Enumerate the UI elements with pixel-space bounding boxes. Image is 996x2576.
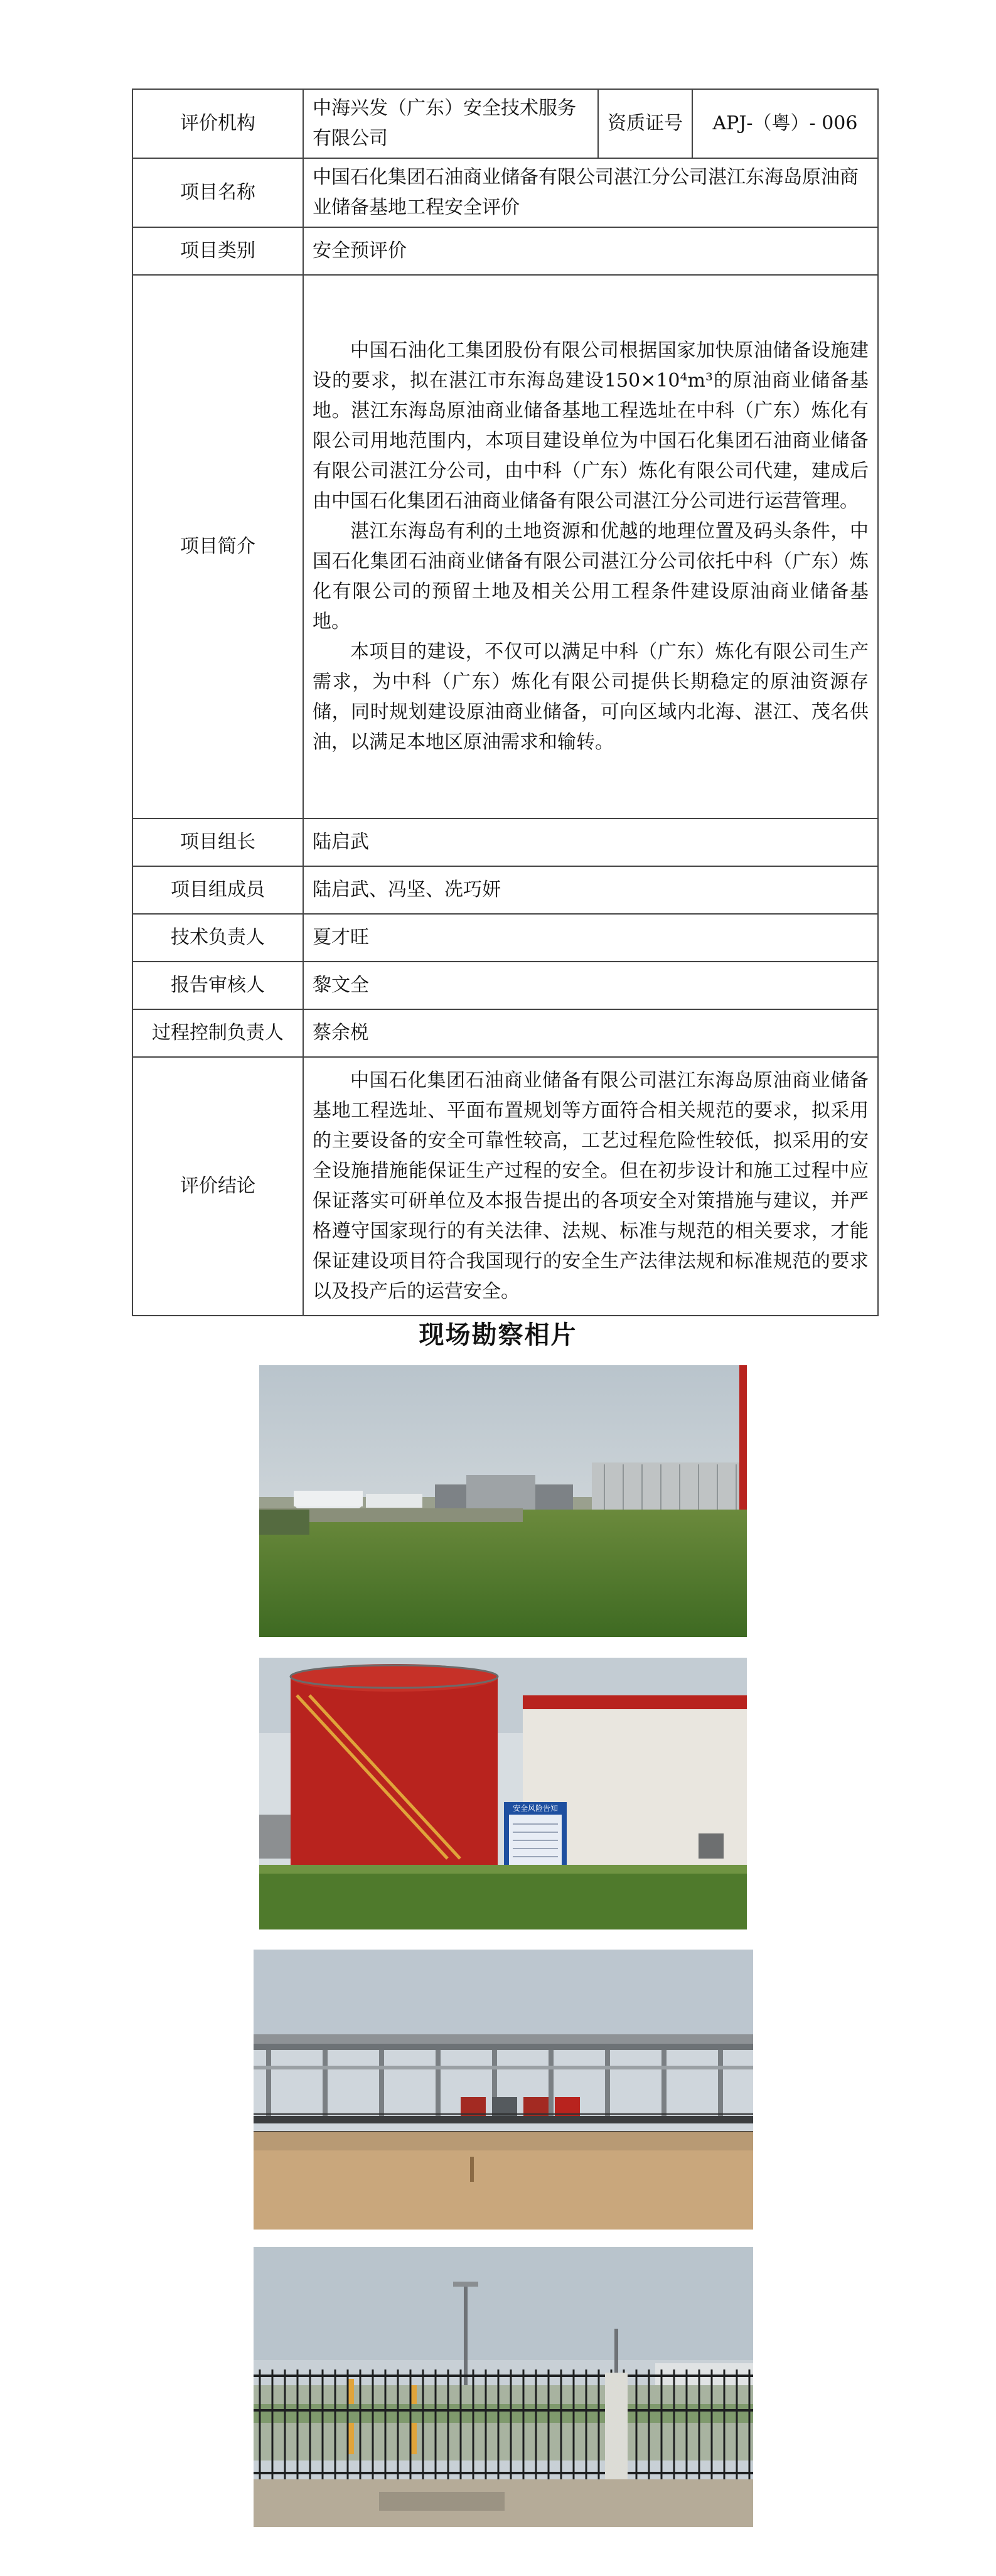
conclusion-paragraph: 中国石化集团石油商业储备有限公司湛江东海岛原油商业储备基地工程选址、平面布置规划等方面符合相关规范的要求，拟采用的主要设备的安全可靠性较高，工艺过程危险性较低，拟采用的安全设施措施能保证生产过程的安全。但在初步设计和施工过程中应保证落实可研单位及本报告提出的各项安全对策措施与建议，并严格遵守国家现行的有关法律、法规、标准与规范的相关要求，才能保证建设项目符合我国现行的安全生产法律法规和标准规范的要求以及投产后的运营安全。 (313, 1070, 869, 1302)
site-photo-tank-farm (259, 1365, 747, 1637)
photos-section-title: 现场勘察相片 (419, 1320, 577, 1350)
intro-paragraph-3: 本项目的建设，不仅可以满足中科（广东）炼化有限公司生产需求，为中科（广东）炼化有限公司提供长期稳定的原油资源存储，同时规划建设原油商业储备，可向区域内北海、湛江、茂名供油，以满足本地区原油需求和输转。 (313, 641, 869, 753)
site-photo-pipe-rack (254, 1950, 753, 2230)
cert-value: APJ-（粤）- 006 (692, 89, 878, 158)
site-photo-fence (254, 2247, 753, 2527)
reviewer-value: 黎文全 (303, 962, 878, 1009)
name-label: 项目名称 (132, 158, 303, 227)
cert-label: 资质证号 (598, 89, 692, 158)
org-value: 中海兴发（广东）安全技术服务有限公司 (303, 89, 598, 158)
category-label: 项目类别 (132, 227, 303, 275)
intro-value (303, 275, 878, 818)
table-row (132, 962, 878, 1009)
table-row (132, 914, 878, 962)
leader-label: 项目组长 (132, 818, 303, 866)
reviewer-label: 报告审核人 (132, 962, 303, 1009)
intro-paragraph-1: 中国石油化工集团股份有限公司根据国家加快原油储备设施建设的要求，拟在湛江市东海岛建设150×10⁴m³的原油商业储备基地。湛江东海岛原油商业储备基地工程选址在中科（广东）炼化有限公司用地范围内，本项目建设单位为中国石化集团石油商业储备有限公司湛江分公司，由中科（广东）炼化有限公司代建，建成后由中国石化集团石油商业储备有限公司湛江分公司进行运营管理。 (313, 340, 869, 512)
table-row (132, 275, 878, 818)
process-label: 过程控制负责人 (132, 1009, 303, 1057)
category-value: 安全预评价 (303, 227, 878, 275)
members-label: 项目组成员 (132, 866, 303, 914)
table-row (132, 866, 878, 914)
name-value: 中国石化集团石油商业储备有限公司湛江分公司湛江东海岛原油商业储备基地工程安全评价 (303, 158, 878, 227)
table-row (132, 818, 878, 866)
table-row (132, 227, 878, 275)
conclusion-value (303, 1057, 878, 1316)
org-label: 评价机构 (132, 89, 303, 158)
site-photo-red-tank (259, 1658, 747, 1929)
tech-value: 夏才旺 (303, 914, 878, 962)
table-row (132, 158, 878, 227)
conclusion-label: 评价结论 (132, 1057, 303, 1316)
intro-paragraph-2: 湛江东海岛有利的土地资源和优越的地理位置及码头条件，中国石化集团石油商业储备有限公司湛江分公司依托中科（广东）炼化有限公司的预留土地及相关公用工程条件建设原油商业储备基地。 (313, 520, 869, 633)
table-row (132, 89, 878, 158)
tech-label: 技术负责人 (132, 914, 303, 962)
process-value: 蔡余棁 (303, 1009, 878, 1057)
table-row (132, 1057, 878, 1316)
intro-label: 项目简介 (132, 275, 303, 818)
sign-text: 安全风险告知 (512, 1804, 559, 1813)
leader-value: 陆启武 (303, 818, 878, 866)
members-value: 陆启武、冯坚、冼巧妍 (303, 866, 878, 914)
project-info-table (132, 89, 879, 1316)
table-row (132, 1009, 878, 1057)
